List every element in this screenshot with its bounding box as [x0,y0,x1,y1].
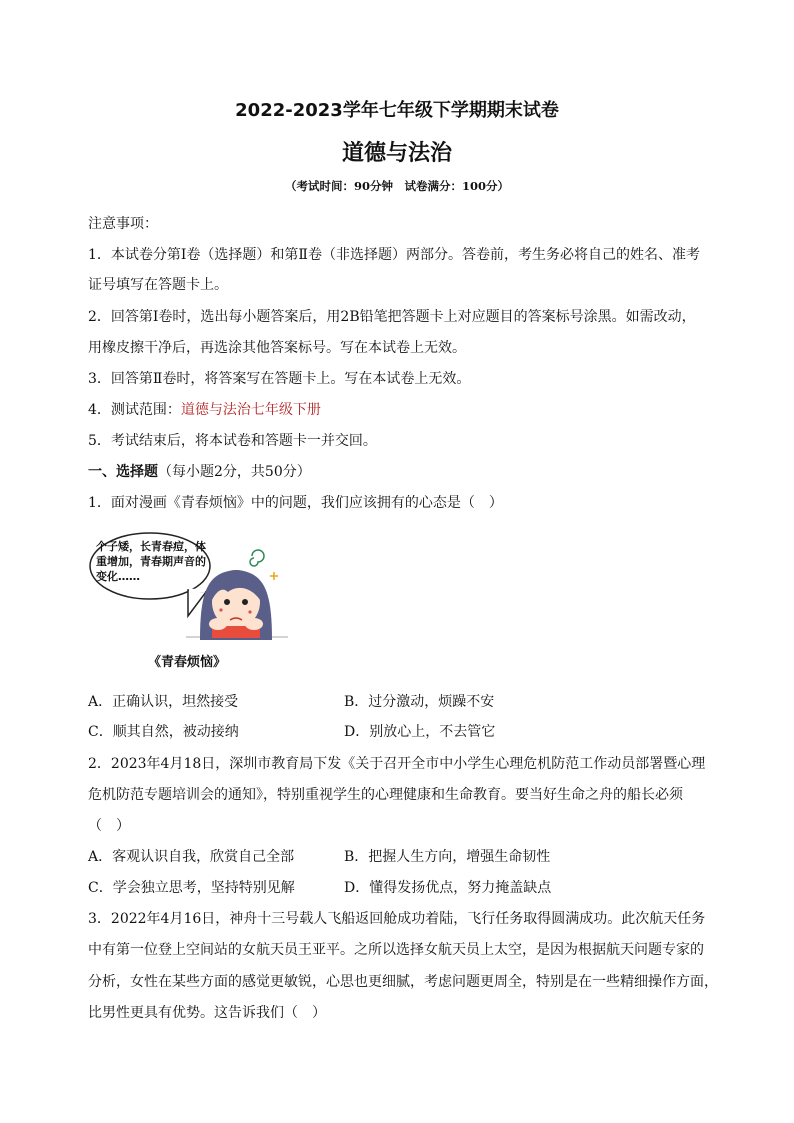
q2-option-d: D．懂得发扬优点，努力掩盖缺点 [344,880,552,896]
exam-title: 2022-2023学年七年级下学期期末试卷 [235,100,559,121]
q2-option-b: B．把握人生方向，增强生命韧性 [344,849,551,865]
q1-option-a: A．正确认识，坦然接受 [88,694,239,710]
note-2-line-1: 2．回答第Ⅰ卷时，选出每小题答案后，用2B铅笔把答题卡上对应题目的答案标号涂黑。如需改动， [88,309,696,325]
section-1-heading [88,462,311,482]
q3-stem-line-1: 3．2022年4月16日，神舟十三号载人飞船返回舱成功着陆，飞行任务取得圆满成功。此次航天任务 [88,911,706,927]
section-1-title: 一、选择题 [88,464,158,480]
note-4-label: 4．测试范围： [88,402,181,418]
q2-stem-line-3: （ ） [88,818,130,834]
q3-stem-line-2: 中有第一位登上空间站的女航天员王亚平。之所以选择女航天员上太空，是因为根据航天问题专家的 [88,942,704,958]
note-3: 3．回答第Ⅱ卷时，将答案写在答题卡上。写在本试卷上无效。 [88,371,471,387]
test-range: 道德与法治七年级下册 [180,402,321,418]
q2-stem-line-1: 2．2023年4月18日，深圳市教育局下发《关于召开全市中小学生心理危机防范工作动员部署暨心理 [88,756,706,772]
note-1-line-1: 1．本试卷分第Ⅰ卷（选择题）和第Ⅱ卷（非选择题）两部分。答卷前，考生务必将自己的姓名、准考 [88,247,700,263]
q2-option-a: A．客观认识自我，欣赏自己全部 [88,849,295,865]
note-1-line-2: 证号填写在答题卡上。 [88,277,228,293]
speech-bubble-text: 个子矮，长青春痘，体重增加，青春期声音的变化…… [96,540,206,583]
q1-option-d: D．别放心上，不去管它 [344,724,496,740]
q1-option-b: B．过分激动，烦躁不安 [344,694,495,710]
q2-stem-line-2: 危机防范专题培训会的通知》，特别重视学生的心理健康和生命教育。要当好生命之舟的船长必须 [88,787,683,803]
exam-meta: （考试时间：90分钟 试卷满分：100分） [284,179,509,193]
note-4 [88,400,321,420]
q3-stem-line-4: 比男性更具有优势。这告诉我们（ ） [88,1005,326,1021]
q1-option-c: C．顺其自然，被动接纳 [88,724,239,740]
cartoon-caption: 《青春烦恼》 [148,655,227,670]
section-1-scoring: （每小题2分，共50分） [158,464,311,480]
note-2-line-2: 用橡皮擦干净后，再选涂其他答案标号。写在本试卷上无效。 [88,340,466,356]
q3-stem-line-3: 分析，女性在某些方面的感觉更敏锐，心思也更细腻，考虑问题更周全，特别是在一些精细操作方面， [88,974,718,990]
subject-title: 道德与法治 [341,141,452,166]
q1-stem: 1．面对漫画《青春烦恼》中的问题，我们应该拥有的心态是（ ） [88,495,503,511]
notes-heading: 注意事项： [88,216,158,232]
q2-option-c: C．学会独立思考，坚持特别见解 [88,880,295,896]
note-5: 5．考试结束后，将本试卷和答题卡一并交回。 [88,433,377,449]
